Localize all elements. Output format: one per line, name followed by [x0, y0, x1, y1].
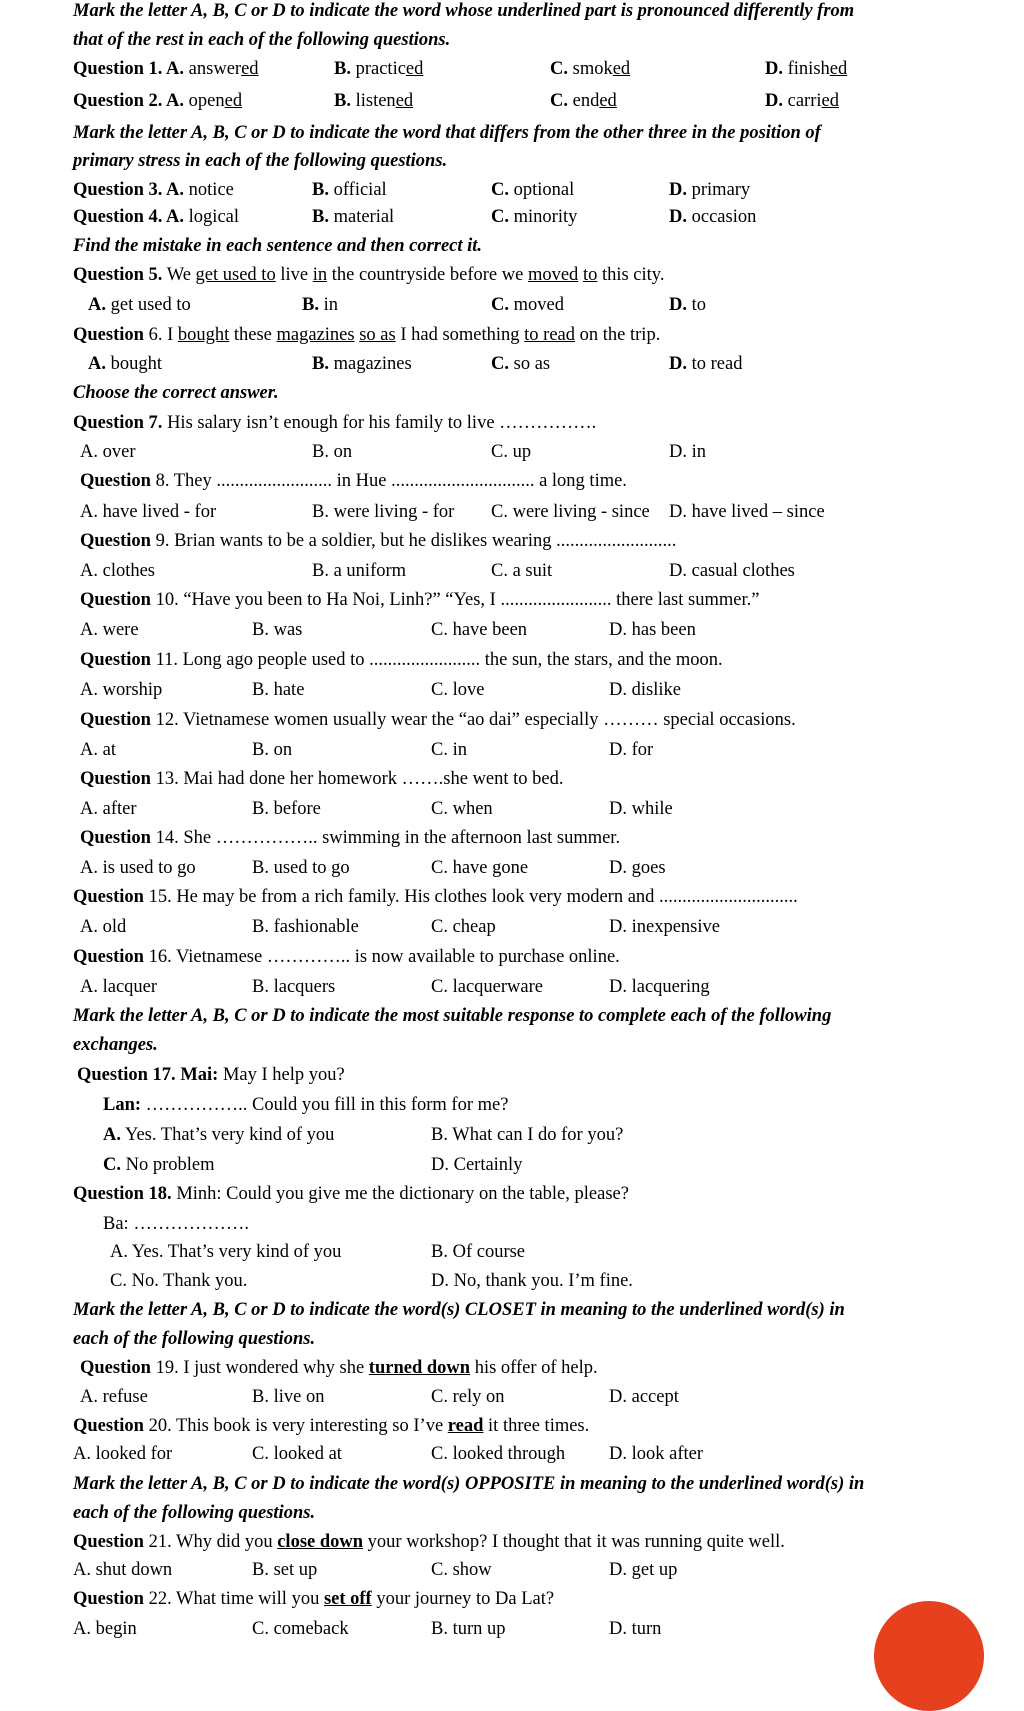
option-d: D. turn: [609, 1619, 662, 1639]
option-d: D. primary: [669, 180, 751, 200]
option-d: D. goes: [609, 858, 666, 878]
option-a: A. looked for: [73, 1444, 173, 1464]
option-b: B. listened: [334, 91, 414, 111]
option-b: B. material: [312, 207, 395, 227]
option-b: B. set up: [252, 1560, 318, 1580]
question-15: Question 15. He may be from a rich family. His clothes look very modern and ..............................: [73, 887, 798, 907]
option-b: B. on: [252, 740, 293, 760]
option-c: C. smoked: [550, 59, 631, 79]
section-instruction: Mark the letter A, B, C or D to indicate the word that differs from the other three in the position of: [73, 123, 821, 143]
section-instruction: each of the following questions.: [73, 1503, 316, 1523]
option-d: D. occasion: [669, 207, 757, 227]
option-a: A. Yes. That’s very kind of you: [103, 1125, 335, 1145]
option-a: A. refuse: [80, 1387, 148, 1407]
option-d: D. for: [609, 740, 654, 760]
question-20: Question 20. This book is very interesting so I’ve read it three times.: [73, 1416, 590, 1436]
option-d: D. while: [609, 799, 673, 819]
option-d: D. No, thank you. I’m fine.: [431, 1271, 633, 1291]
question-22: Question 22. What time will you set off your journey to Da Lat?: [73, 1589, 555, 1609]
option-b: B. Of course: [431, 1242, 526, 1262]
section-instruction: each of the following questions.: [73, 1329, 316, 1349]
section-instruction: Mark the letter A, B, C or D to indicate the word(s) OPPOSITE in meaning to the underlined word(s) in: [73, 1474, 865, 1494]
option-c: C. minority: [491, 207, 578, 227]
option-a: A. after: [80, 799, 137, 819]
section-instruction: that of the rest in each of the following questions.: [73, 30, 451, 50]
section-instruction: Find the mistake in each sentence and then correct it.: [73, 236, 483, 256]
option-d: D. finished: [765, 59, 848, 79]
option-a: A. over: [80, 442, 136, 462]
option-d: D. Certainly: [431, 1155, 523, 1175]
option-b: B. magazines: [312, 354, 412, 374]
option-a: A. lacquer: [80, 977, 158, 997]
option-d: D. in: [669, 442, 706, 462]
question-12: Question 12. Vietnamese women usually wear the “ao dai” especially ……… special occasions.: [80, 710, 796, 730]
section-instruction: primary stress in each of the following questions.: [73, 151, 448, 171]
option-c: C. so as: [491, 354, 551, 374]
option-d: D. get up: [609, 1560, 678, 1580]
option-c: C. show: [431, 1560, 492, 1580]
section-instruction: Mark the letter A, B, C or D to indicate the word whose underlined part is pronounced differently from: [73, 1, 855, 21]
question-10: Question 10. “Have you been to Ha Noi, Linh?” “Yes, I ........................ there last summer.”: [80, 590, 760, 610]
section-instruction: Mark the letter A, B, C or D to indicate the most suitable response to complete each of the following: [73, 1006, 832, 1026]
option-c: C. moved: [491, 295, 564, 315]
option-a: A. Yes. That’s very kind of you: [110, 1242, 342, 1262]
option-d: D. look after: [609, 1444, 704, 1464]
question-17: Question 17. Mai: May I help you?: [77, 1065, 345, 1085]
option-a: A. clothes: [80, 561, 156, 581]
option-b: B. fashionable: [252, 917, 359, 937]
option-b: B. official: [312, 180, 387, 200]
question-17-reply: Lan: …………….. Could you fill in this form for me?: [103, 1095, 509, 1115]
option-a: A. at: [80, 740, 116, 760]
option-b: B. live on: [252, 1387, 325, 1407]
option-a: A. have lived - for: [80, 502, 217, 522]
question-19: Question 19. I just wondered why she turned down his offer of help.: [80, 1358, 598, 1378]
section-instruction: Mark the letter A, B, C or D to indicate the word(s) CLOSET in meaning to the underlined word(s) in: [73, 1300, 845, 1320]
option-c: C. were living - since: [491, 502, 650, 522]
option-d: D. carried: [765, 91, 839, 111]
question-11: Question 11. Long ago people used to ........................ the sun, the stars, and the moon.: [80, 650, 723, 670]
option-c: C. lacquerware: [431, 977, 543, 997]
option-c: C. in: [431, 740, 467, 760]
option-b: B. practiced: [334, 59, 424, 79]
option-d: D. casual clothes: [669, 561, 795, 581]
option-c: C. a suit: [491, 561, 553, 581]
option-b: B. What can I do for you?: [431, 1125, 624, 1145]
question-13: Question 13. Mai had done her homework …….she went to bed.: [80, 769, 564, 789]
question-18-reply: Ba: ……………….: [103, 1214, 249, 1234]
option-b: B. used to go: [252, 858, 350, 878]
question-6: Question 6. I bought these magazines so as I had something to read on the trip.: [73, 325, 661, 345]
question-16: Question 16. Vietnamese ………….. is now available to purchase online.: [73, 947, 620, 967]
section-instruction: Choose the correct answer.: [73, 383, 279, 403]
option-c: C. up: [491, 442, 532, 462]
option-d: D. to read: [669, 354, 743, 374]
option-c: C. looked through: [431, 1444, 566, 1464]
option-d: D. dislike: [609, 680, 681, 700]
option-b: B. in: [302, 295, 338, 315]
question-18: Question 18. Minh: Could you give me the dictionary on the table, please?: [73, 1184, 629, 1204]
question-1: Question 1. A. answered: [73, 59, 259, 79]
option-a: A. shut down: [73, 1560, 173, 1580]
option-c: C. rely on: [431, 1387, 505, 1407]
option-c: C. have been: [431, 620, 528, 640]
option-c: B. turn up: [431, 1619, 506, 1639]
question-7: Question 7. His salary isn’t enough for his family to live …………….: [73, 413, 597, 433]
option-c: C. No. Thank you.: [110, 1271, 248, 1291]
option-c: C. when: [431, 799, 493, 819]
option-c: C. cheap: [431, 917, 496, 937]
option-b: B. hate: [252, 680, 305, 700]
option-d: D. inexpensive: [609, 917, 720, 937]
question-3: Question 3. A. notice: [73, 180, 234, 200]
option-b: B. were living - for: [312, 502, 455, 522]
option-b: B. was: [252, 620, 303, 640]
option-c: C. No problem: [103, 1155, 215, 1175]
question-2: Question 2. A. opened: [73, 91, 243, 111]
option-b: B. lacquers: [252, 977, 336, 997]
option-a: A. is used to go: [80, 858, 196, 878]
option-a: A. were: [80, 620, 139, 640]
question-8: Question 8. They ......................... in Hue ............................... a long time.: [80, 471, 627, 491]
corner-decoration: [874, 1601, 984, 1711]
question-14: Question 14. She …………….. swimming in the afternoon last summer.: [80, 828, 621, 848]
option-a: A. bought: [88, 354, 163, 374]
question-21: Question 21. Why did you close down your workshop? I thought that it was running quite well.: [73, 1532, 785, 1552]
question-4: Question 4. A. logical: [73, 207, 240, 227]
option-d: D. lacquering: [609, 977, 710, 997]
option-d: D. accept: [609, 1387, 679, 1407]
option-b: B. a uniform: [312, 561, 407, 581]
option-c: C. optional: [491, 180, 575, 200]
option-c: C. ended: [550, 91, 617, 111]
option-b: B. before: [252, 799, 321, 819]
question-9: Question 9. Brian wants to be a soldier, but he dislikes wearing ..........................: [80, 531, 677, 551]
option-b: C. comeback: [252, 1619, 349, 1639]
option-a: A. old: [80, 917, 127, 937]
option-d: D. has been: [609, 620, 696, 640]
option-c: C. have gone: [431, 858, 529, 878]
option-a: A. begin: [73, 1619, 137, 1639]
option-a: A. get used to: [88, 295, 191, 315]
option-c: C. love: [431, 680, 485, 700]
option-d: D. have lived – since: [669, 502, 825, 522]
option-a: A. worship: [80, 680, 163, 700]
option-b: B. on: [312, 442, 353, 462]
option-d: D. to: [669, 295, 707, 315]
question-5: Question 5. We get used to live in the countryside before we moved to this city.: [73, 265, 665, 285]
section-instruction: exchanges.: [73, 1035, 158, 1055]
option-b: C. looked at: [252, 1444, 342, 1464]
